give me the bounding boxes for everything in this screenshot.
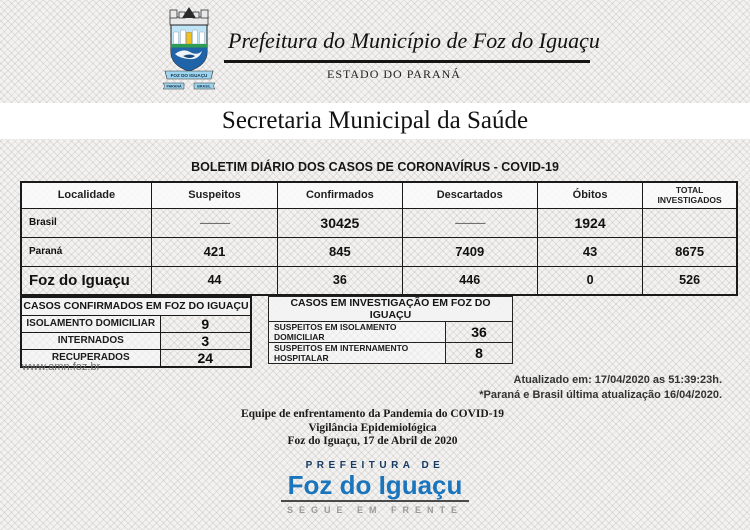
cell-total-investigados [643,208,737,237]
column-header-total-investigados: TOTAL INVESTIGADOS [643,182,737,208]
cell-value: 3 [160,332,251,349]
cell-label: RECUPERADOS [21,349,160,367]
confirmed-table-title: CASOS CONFIRMADOS EM FOZ DO IGUAÇU [21,297,251,315]
coat-banner-text: FOZ DO IGUAÇU [170,73,208,78]
cell-descartados: 446 [402,266,537,295]
cell-label: INTERNADOS [21,332,160,349]
cell-obitos: 1924 [537,208,642,237]
bulletin-title: BOLETIM DIÁRIO DOS CASOS DE CORONAVÍRUS - COVID-19 [191,160,559,174]
covid-cases-table [20,181,738,296]
cell-value: 36 [446,322,513,343]
coat-ribbon-left-text: PARANÁ [166,84,182,89]
table-row [21,332,251,349]
column-header-suspeitos: Suspeitos [151,182,277,208]
updated-line-1: Atualizado em: 17/04/2020 as 51:39:23h. [513,374,722,386]
table-row-parana [21,237,737,266]
cell-confirmados: 845 [278,237,402,266]
brand-logo-divider [281,500,469,502]
cell-obitos: 43 [537,237,642,266]
cell-suspeitos: 421 [151,237,277,266]
column-header-descartados: Descartados [402,182,537,208]
department-band [0,103,750,139]
coat-of-arms-icon [158,6,220,96]
cell-total-investigados: 526 [643,266,737,295]
table-row-foz-do-iguacu [21,266,737,295]
city-brand-logo [0,460,750,515]
cell-value: 24 [160,349,251,367]
coat-ribbon-right-text: BRASIL [197,84,211,89]
cell-suspeitos: 44 [151,266,277,295]
brand-logo-tagline: SEGUE EM FRENTE [286,505,463,515]
header-divider [224,60,590,63]
updated-timestamp [479,373,722,403]
cell-value: 9 [160,315,251,332]
cell-total-investigados: 8675 [643,237,737,266]
footer-team-line-1: Equipe de enfrentamento da Pandemia do COVID-19 [240,408,505,420]
table-row [269,322,513,343]
cell-localidade: Foz do Iguaçu [21,266,151,295]
department-title: Secretaria Municipal da Saúde [221,107,529,134]
brand-logo-name: Foz do Iguaçu [287,470,463,500]
column-header-obitos: Óbitos [537,182,642,208]
table-header-row [21,182,737,208]
cell-confirmados: 36 [278,266,402,295]
investigation-table-title: CASOS EM INVESTIGAÇÃO EM FOZ DO IGUAÇU [269,297,513,322]
footer-team-line-3: Foz do Iguaçu, 17 de Abril de 2020 [287,435,458,447]
cell-obitos: 0 [537,266,642,295]
table-row-brasil [21,208,737,237]
cell-label: SUSPEITOS EM ISOLAMENTO DOMICILIAR [269,322,446,343]
website-url: www.amn.foz.br [22,361,101,373]
footer-team-block [0,408,745,449]
cell-label: ISOLAMENTO DOMICILIAR [21,315,160,332]
cell-label: SUSPEITOS EM INTERNAMENTO HOSPITALAR [269,343,446,364]
cell-suspeitos: --------------- [151,208,277,237]
brand-logo-top-text: PREFEITURA DE [305,460,445,471]
table-row [269,343,513,364]
updated-line-2: *Paraná e Brasil última atualização 16/04/2020. [479,389,722,401]
organization-subtitle: ESTADO DO PARANÁ [327,67,461,81]
column-header-confirmados: Confirmados [278,182,402,208]
table-row [21,315,251,332]
cell-localidade: Brasil [21,208,151,237]
cell-value: 8 [446,343,513,364]
investigation-cases-table [268,296,513,364]
cell-confirmados: 30425 [278,208,402,237]
cell-descartados: 7409 [402,237,537,266]
cell-localidade: Paraná [21,237,151,266]
cell-descartados: --------------- [402,208,537,237]
column-header-localidade: Localidade [21,182,151,208]
confirmed-cases-table [20,296,252,368]
footer-team-line-2: Vigilância Epidemiológica [308,421,437,434]
organization-title: Prefeitura do Município de Foz do Iguaçu [228,28,600,53]
